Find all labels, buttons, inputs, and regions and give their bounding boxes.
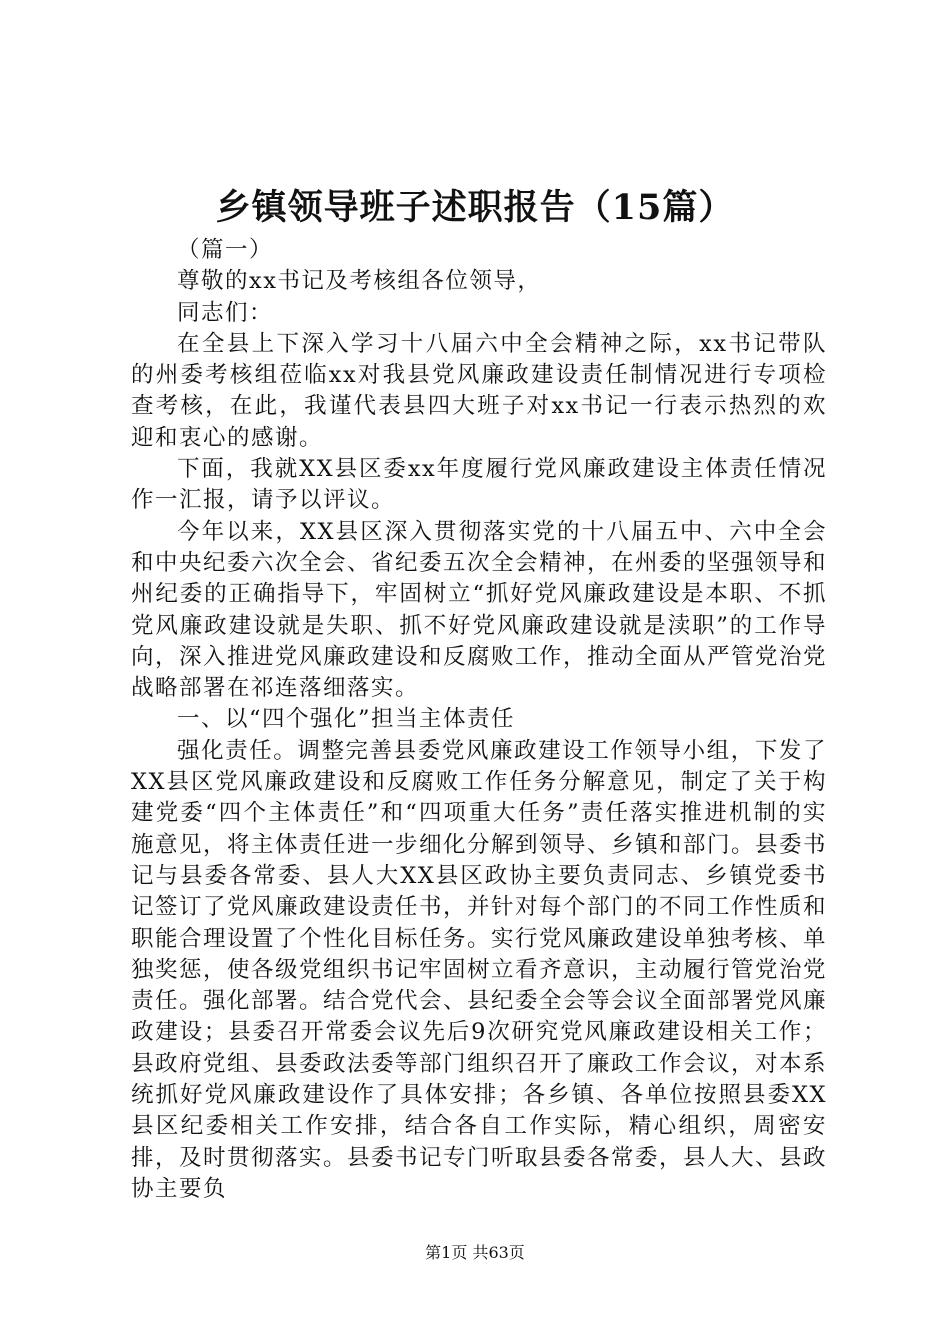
document-body [131, 235, 827, 1205]
section-label: （篇一） [177, 237, 274, 263]
salutation: 尊敬的xx书记及考核组各位领导， [177, 268, 542, 295]
paragraph-overview: 今年以来，XX县区深入贯彻落实党的十八届五中、六中全会和中央纪委六次全会、省纪委五次全会精神，在州委的坚强领导和州纪委的正确指导下，牢固树立“抓好党风廉政建设是本职、不抓党风廉政建设就是失职、抓不好党风廉政建设就是渎职”的工作导向，深入推进党风廉政建设和反腐败工作，推动全面从严管党治党战略部署在祁连落细落实。 [131, 518, 828, 702]
paragraph-welcome: 在全县上下深入学习十八届六中全会精神之际，xx书记带队的州委考核组莅临xx对我县党风廉政建设责任制情况进行专项检查考核，在此，我谨代表县四大班子对xx书记一行表示热烈的欢迎和衷心的感谢。 [131, 330, 827, 451]
section-heading-one: 一、以“四个强化”担当主体责任 [177, 706, 516, 733]
paragraph-strengthen-responsibility: 强化责任。调整完善县委党风廉政建设工作领导小组，下发了XX县区党风廉政建设和反腐败工作任务分解意见，制定了关于构建党委“四个主体责任”和“四项重大任务”责任落实推进机制的实施意见，将主体责任进一步细化分解到领导、乡镇和部门。县委书记与县委各常委、县人大XX县区政协主要负责同志、乡镇党委书记签订了党风廉政建设责任书，并针对每个部门的不同工作性质和职能合理设置了个性化目标任务。实行党风廉政建设单独考核、单独奖惩，使各级党组织书记牢固树立看齐意识，主动履行管党治党责任。强化部署。结合党代会、县纪委全会等会议全面部署党风廉政建设；县委召开常委会议先后9次研究党风廉政建设相关工作；县政府党组、县委政法委等部门组织召开了廉政工作会议，对本系统抓好党风廉政建设作了具体安排；各乡镇、各单位按照县委XX县区纪委相关工作安排，结合各自工作实际，精心组织，周密安排，及时贯彻落实。县委书记专门听取县委各常委，县人大、县政协主要负 [131, 737, 828, 1202]
page-number: 第1页 共63页 [425, 1243, 525, 1262]
document-title: 乡镇领导班子述职报告（15篇） [215, 187, 735, 228]
salutation-comrades: 同志们： [177, 299, 274, 326]
paragraph-intro: 下面，我就XX县区委xx年度履行党风廉政建设主体责任情况作一汇报，请予以评议。 [131, 456, 827, 514]
